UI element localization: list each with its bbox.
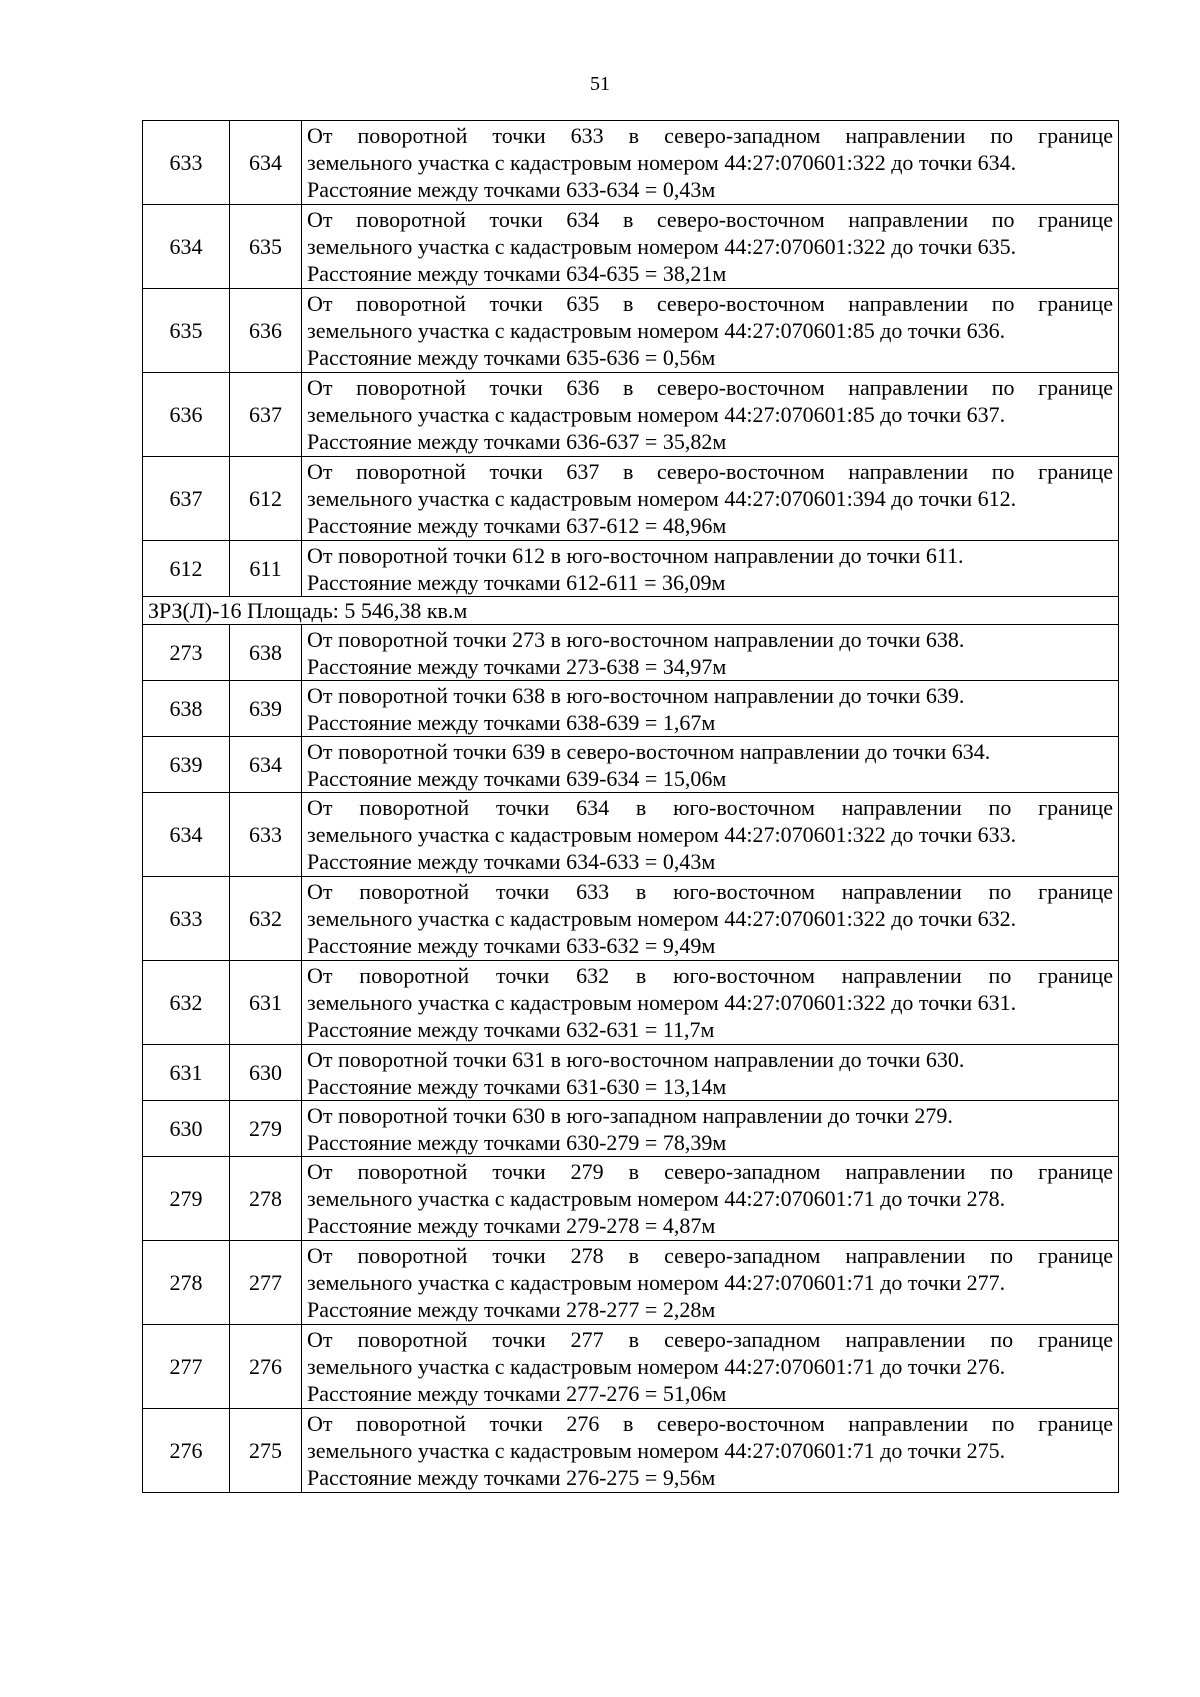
- to-point-cell: 633: [230, 793, 302, 877]
- description-cell: [302, 737, 1119, 793]
- to-point-cell: 630: [230, 1045, 302, 1101]
- description-line: Расстояние между точками 273-638 = 34,97м: [307, 653, 727, 679]
- to-point-cell: 638: [230, 625, 302, 681]
- from-point-cell: 634: [143, 793, 230, 877]
- description-line: земельного участка с кадастровым номером 44:27:070601:71 до точки 275.: [307, 1438, 1006, 1463]
- from-point-cell: 612: [143, 541, 230, 597]
- description-line: От поворотной точки 637 в северо-восточном направлении по границе: [307, 459, 1113, 484]
- description-line: земельного участка с кадастровым номером 44:27:070601:322 до точки 634.: [307, 150, 1017, 175]
- description-line: Расстояние между точками 632-631 = 11,7м: [307, 1017, 715, 1042]
- description-line: Расстояние между точками 612-611 = 36,09м: [307, 569, 726, 595]
- from-point-cell: 279: [143, 1157, 230, 1241]
- to-point-cell: 276: [230, 1325, 302, 1409]
- table-row: [143, 205, 1119, 289]
- to-point-cell: 637: [230, 373, 302, 457]
- description-line: земельного участка с кадастровым номером 44:27:070601:322 до точки 633.: [307, 822, 1017, 847]
- description-line: Расстояние между точками 277-276 = 51,06м: [307, 1381, 727, 1406]
- description-cell: [302, 681, 1119, 737]
- description-line: От поворотной точки 632 в юго-восточном направлении по границе: [307, 963, 1113, 988]
- to-point-cell: 639: [230, 681, 302, 737]
- description-line: Расстояние между точками 276-275 = 9,56м: [307, 1465, 716, 1490]
- table-row: [143, 373, 1119, 457]
- table-row: [143, 541, 1119, 597]
- from-point-cell: 277: [143, 1325, 230, 1409]
- description-line: От поворотной точки 638 в юго-восточном направлении до точки 639.: [307, 682, 965, 708]
- description-line: земельного участка с кадастровым номером 44:27:070601:85 до точки 636.: [307, 318, 1006, 343]
- from-point-cell: 634: [143, 205, 230, 289]
- to-point-cell: 275: [230, 1409, 302, 1493]
- table-row: [143, 1325, 1119, 1409]
- description-cell: [302, 457, 1119, 541]
- description-line: земельного участка с кадастровым номером 44:27:070601:71 до точки 276.: [307, 1354, 1006, 1379]
- description-line: От поворотной точки 273 в юго-восточном направлении до точки 638.: [307, 626, 965, 652]
- description-cell: [302, 1157, 1119, 1241]
- to-point-cell: 635: [230, 205, 302, 289]
- description-line: Расстояние между точками 633-634 = 0,43м: [307, 177, 716, 202]
- table-body: [143, 121, 1119, 1493]
- from-point-cell: 631: [143, 1045, 230, 1101]
- description-line: земельного участка с кадастровым номером 44:27:070601:322 до точки 635.: [307, 234, 1017, 259]
- table-row: [143, 289, 1119, 373]
- from-point-cell: 630: [143, 1101, 230, 1157]
- section-header-row: [143, 597, 1119, 625]
- table-row: [143, 1409, 1119, 1493]
- from-point-cell: 638: [143, 681, 230, 737]
- description-line: Расстояние между точками 630-279 = 78,39м: [307, 1129, 727, 1155]
- table-row: [143, 737, 1119, 793]
- from-point-cell: 636: [143, 373, 230, 457]
- description-cell: [302, 1409, 1119, 1493]
- from-point-cell: 635: [143, 289, 230, 373]
- table-row: [143, 1045, 1119, 1101]
- from-point-cell: 633: [143, 121, 230, 205]
- description-cell: [302, 121, 1119, 205]
- from-point-cell: 637: [143, 457, 230, 541]
- description-cell: [302, 793, 1119, 877]
- table-row: [143, 1101, 1119, 1157]
- description-cell: [302, 625, 1119, 681]
- to-point-cell: 634: [230, 737, 302, 793]
- description-line: Расстояние между точками 278-277 = 2,28м: [307, 1297, 716, 1322]
- table-row: [143, 877, 1119, 961]
- to-point-cell: 631: [230, 961, 302, 1045]
- description-line: Расстояние между точками 634-635 = 38,21м: [307, 261, 727, 286]
- description-cell: [302, 1241, 1119, 1325]
- to-point-cell: 611: [230, 541, 302, 597]
- description-cell: [302, 541, 1119, 597]
- description-line: земельного участка с кадастровым номером 44:27:070601:322 до точки 632.: [307, 906, 1017, 931]
- to-point-cell: 278: [230, 1157, 302, 1241]
- from-point-cell: 639: [143, 737, 230, 793]
- from-point-cell: 273: [143, 625, 230, 681]
- to-point-cell: 632: [230, 877, 302, 961]
- description-line: От поворотной точки 279 в северо-западном направлении по границе: [307, 1159, 1113, 1184]
- description-line: От поворотной точки 278 в северо-западном направлении по границе: [307, 1243, 1113, 1268]
- boundary-description-table: [142, 120, 1119, 1493]
- to-point-cell: 634: [230, 121, 302, 205]
- description-line: Расстояние между точками 637-612 = 48,96м: [307, 513, 727, 538]
- description-cell: [302, 373, 1119, 457]
- description-cell: [302, 961, 1119, 1045]
- table-row: [143, 961, 1119, 1045]
- description-line: Расстояние между точками 633-632 = 9,49м: [307, 933, 716, 958]
- description-line: От поворотной точки 633 в юго-восточном направлении по границе: [307, 879, 1113, 904]
- description-cell: [302, 877, 1119, 961]
- description-line: Расстояние между точками 634-633 = 0,43м: [307, 849, 716, 874]
- table-row: [143, 457, 1119, 541]
- table-row: [143, 625, 1119, 681]
- description-line: Расстояние между точками 631-630 = 13,14м: [307, 1073, 727, 1099]
- description-line: Расстояние между точками 635-636 = 0,56м: [307, 345, 716, 370]
- description-cell: [302, 1045, 1119, 1101]
- from-point-cell: 276: [143, 1409, 230, 1493]
- description-line: От поворотной точки 612 в юго-восточном направлении до точки 611.: [307, 542, 964, 568]
- table-row: [143, 121, 1119, 205]
- description-line: земельного участка с кадастровым номером 44:27:070601:71 до точки 277.: [307, 1270, 1006, 1295]
- description-line: земельного участка с кадастровым номером 44:27:070601:322 до точки 631.: [307, 990, 1017, 1015]
- description-line: От поворотной точки 630 в юго-западном направлении до точки 279.: [307, 1102, 953, 1128]
- description-line: От поворотной точки 636 в северо-восточном направлении по границе: [307, 375, 1113, 400]
- description-cell: [302, 1325, 1119, 1409]
- description-line: Расстояние между точками 636-637 = 35,82м: [307, 429, 727, 454]
- from-point-cell: 632: [143, 961, 230, 1045]
- description-line: Расстояние между точками 279-278 = 4,87м: [307, 1213, 716, 1238]
- table-row: [143, 1241, 1119, 1325]
- table-row: [143, 793, 1119, 877]
- to-point-cell: 277: [230, 1241, 302, 1325]
- to-point-cell: 279: [230, 1101, 302, 1157]
- from-point-cell: 278: [143, 1241, 230, 1325]
- section-title: ЗРЗ(Л)-16 Площадь: 5 546,38 кв.м: [143, 597, 1119, 625]
- description-line: Расстояние между точками 639-634 = 15,06м: [307, 765, 727, 791]
- to-point-cell: 636: [230, 289, 302, 373]
- page-number: 51: [590, 73, 610, 95]
- description-cell: [302, 289, 1119, 373]
- description-line: От поворотной точки 633 в северо-западном направлении по границе: [307, 123, 1113, 148]
- description-line: От поворотной точки 639 в северо-восточном направлении до точки 634.: [307, 738, 991, 764]
- from-point-cell: 633: [143, 877, 230, 961]
- table-row: [143, 681, 1119, 737]
- to-point-cell: 612: [230, 457, 302, 541]
- description-cell: [302, 205, 1119, 289]
- table-row: [143, 1157, 1119, 1241]
- description-line: От поворотной точки 631 в юго-восточном направлении до точки 630.: [307, 1046, 965, 1072]
- description-cell: [302, 1101, 1119, 1157]
- description-line: Расстояние между точками 638-639 = 1,67м: [307, 709, 716, 735]
- description-line: От поворотной точки 634 в юго-восточном направлении по границе: [307, 795, 1113, 820]
- description-line: земельного участка с кадастровым номером 44:27:070601:85 до точки 637.: [307, 402, 1006, 427]
- description-line: От поворотной точки 277 в северо-западном направлении по границе: [307, 1327, 1113, 1352]
- description-line: земельного участка с кадастровым номером 44:27:070601:71 до точки 278.: [307, 1186, 1006, 1211]
- description-line: От поворотной точки 635 в северо-восточном направлении по границе: [307, 291, 1113, 316]
- description-line: От поворотной точки 634 в северо-восточном направлении по границе: [307, 207, 1113, 232]
- description-line: земельного участка с кадастровым номером 44:27:070601:394 до точки 612.: [307, 486, 1017, 511]
- description-line: От поворотной точки 276 в северо-восточном направлении по границе: [307, 1411, 1113, 1436]
